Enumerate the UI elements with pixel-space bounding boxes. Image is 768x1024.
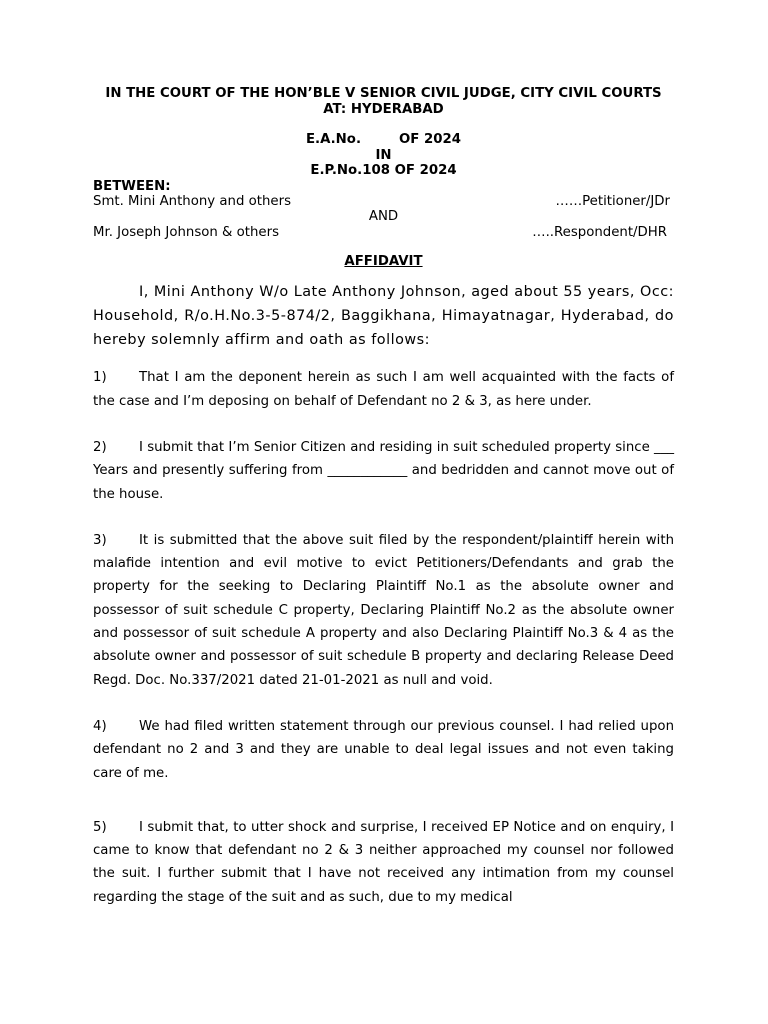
paragraph-text: I submit that I’m Senior Citizen and residing in suit scheduled property since ___ Years and presently suffering from ____________ and bedridden and cannot move out of the house.	[93, 439, 674, 502]
paragraph-text: It is submitted that the above suit filed by the respondent/plaintiff herein with malafide intention and evil motive to evict Petitioners/Defendants and grab the property for the seeking to Declaring Plaintiff No.1 as the absolute owner and possessor of suit schedule C property, Declaring Plaintiff No.2 as the absolute owner and possessor of suit schedule A property and also Declaring Plaintiff No.3 & 4 as the absolute owner and possessor of suit schedule B property and declaring Release Deed Regd. Doc. No.337/2021 dated 21-01-2021 as null and void.	[93, 532, 674, 688]
paragraph-3	[93, 529, 674, 692]
paragraph-number: 1)	[93, 370, 107, 386]
document-body	[93, 86, 674, 922]
paragraph-text: I submit that, to utter shock and surprise, I received EP Notice and on enquiry, I came to know that defendant no 2 & 3 neither approached my counsel nor followed the suit. I further submit that I have not received any intimation from my counsel regarding the stage of the suit and as such, due to my medical	[93, 819, 674, 905]
affidavit-heading: AFFIDAVIT	[344, 254, 423, 269]
court-title: IN THE COURT OF THE HON’BLE V SENIOR CIVIL JUDGE, CITY CIVIL COURTS AT: HYDERABAD	[105, 86, 662, 117]
paragraph-text: We had filed written statement through our previous counsel. I had relied upon defendant no 2 and 3 and they are unable to deal legal issues and not even taking care of me.	[93, 718, 674, 781]
respondent-name: Mr. Joseph Johnson & others	[93, 224, 280, 240]
petitioner-role: ……Petitioner/JDr	[555, 193, 670, 209]
paragraph-1	[93, 366, 674, 413]
paragraph-2	[93, 436, 674, 506]
between-label: BETWEEN:	[93, 178, 171, 194]
paragraph-number: 5)	[93, 819, 107, 835]
ep-number-line: E.P.No.108 OF 2024	[310, 163, 457, 178]
case-number-block	[93, 132, 674, 179]
paragraph-number: 3)	[93, 532, 107, 548]
paragraph-5	[93, 816, 674, 909]
affidavit-intro: I, Mini Anthony W/o Late Anthony Johnson, aged about 55 years, Occ: Household, R/o.H.No.3-5-874/2, Baggikhana, Himayatnagar, Hyderabad, do hereby solemnly affirm and oath as follows:	[93, 284, 674, 348]
in-line: IN	[375, 147, 392, 163]
ea-number-suffix: OF 2024	[399, 132, 462, 147]
and-label: AND	[368, 209, 399, 224]
paragraph-number: 2)	[93, 439, 107, 455]
petitioner-name: Smt. Mini Anthony and others	[93, 193, 291, 209]
ea-number-line	[93, 132, 674, 148]
paragraph-text: That I am the deponent herein as such I am well acquainted with the facts of the case and I’m deposing on behalf of Defendant no 2 & 3, as here under.	[93, 370, 674, 409]
respondent-role: …..Respondent/DHR	[532, 224, 667, 240]
paragraph-number: 4)	[93, 718, 107, 734]
ea-number-prefix: E.A.No.	[305, 132, 361, 147]
respondent-row	[93, 225, 674, 241]
petitioner-row	[93, 194, 674, 210]
paragraph-4	[93, 715, 674, 785]
